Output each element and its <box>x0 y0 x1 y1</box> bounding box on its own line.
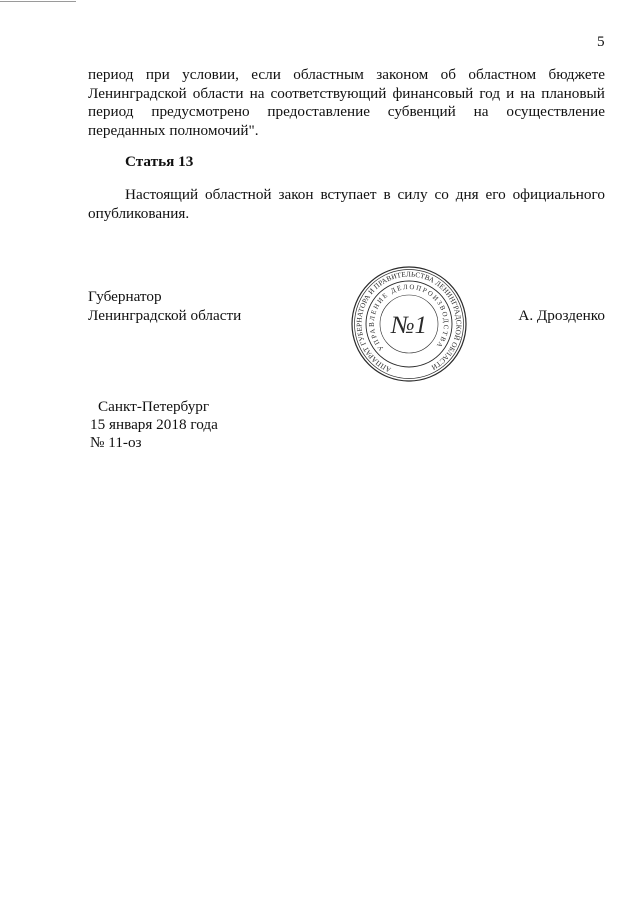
word: областным <box>293 66 364 83</box>
word: субвенций <box>387 103 456 121</box>
page-number: 5 <box>597 33 605 50</box>
stamp-outer-textpath: АППАРАТ ГУБЕРНАТОРА И ПРАВИТЕЛЬСТВА ЛЕНИНГРАДСКОЙ ОБЛАСТИ <box>355 270 463 374</box>
word: соответствующий <box>270 84 387 102</box>
paragraph-1-line-2 <box>88 85 605 104</box>
issue-date: 15 января 2018 года <box>90 416 218 433</box>
word: об <box>440 66 456 83</box>
scan-edge-line <box>0 1 76 2</box>
signature-title-line-1: Губернатор <box>88 288 162 305</box>
word: предоставление <box>267 103 370 121</box>
word: областной <box>205 186 272 203</box>
word: официального <box>512 186 605 203</box>
word: осуществление <box>506 103 605 121</box>
word: плановый <box>541 84 605 102</box>
word: областном <box>468 66 537 83</box>
signatory-name: А. Дрозденко <box>518 307 605 324</box>
signature-title <box>88 288 241 325</box>
word: в <box>383 186 391 203</box>
paragraph-2-line-2: опубликования. <box>88 204 190 222</box>
paragraph-1-line-3 <box>88 103 605 122</box>
word: Ленинградской <box>88 84 187 102</box>
word: силу <box>397 186 428 203</box>
signature-title-line-2: Ленинградской области <box>88 306 242 324</box>
article-heading: Статья 13 <box>125 153 194 170</box>
word: предусмотрено <box>151 103 250 121</box>
word: области <box>192 84 244 102</box>
word: на <box>473 103 489 121</box>
word: на <box>249 84 265 102</box>
word: условии, <box>182 66 239 83</box>
word: период <box>88 66 134 83</box>
word: со <box>434 186 449 203</box>
stamp <box>349 264 469 384</box>
word: при <box>145 66 170 83</box>
paragraph-1 <box>88 66 605 140</box>
word: вступает <box>320 186 377 203</box>
word: год <box>479 84 501 102</box>
stamp-number: №1 <box>390 312 428 339</box>
word: на <box>520 84 536 102</box>
word: и <box>506 84 515 102</box>
word: его <box>485 186 506 203</box>
word: Настоящий <box>125 186 199 203</box>
word: законом <box>376 66 429 83</box>
stamp-inner-textpath: УПРАВЛЕНИЕ ДЕЛОПРОИЗВОДСТВА <box>368 283 450 352</box>
word: бюджете <box>548 66 605 83</box>
word: период <box>88 103 134 121</box>
issue-city: Санкт-Петербург <box>98 398 210 415</box>
word: закон <box>278 186 314 203</box>
paragraph-2 <box>88 186 605 223</box>
paragraph-2-line-1 <box>88 186 605 205</box>
law-number: № 11-оз <box>90 434 142 451</box>
word: финансовый <box>392 84 474 102</box>
word: дня <box>455 186 479 203</box>
paragraph-1-line-4: переданных полномочий". <box>88 121 259 139</box>
paragraph-1-line-1 <box>88 66 605 85</box>
word: если <box>251 66 281 83</box>
